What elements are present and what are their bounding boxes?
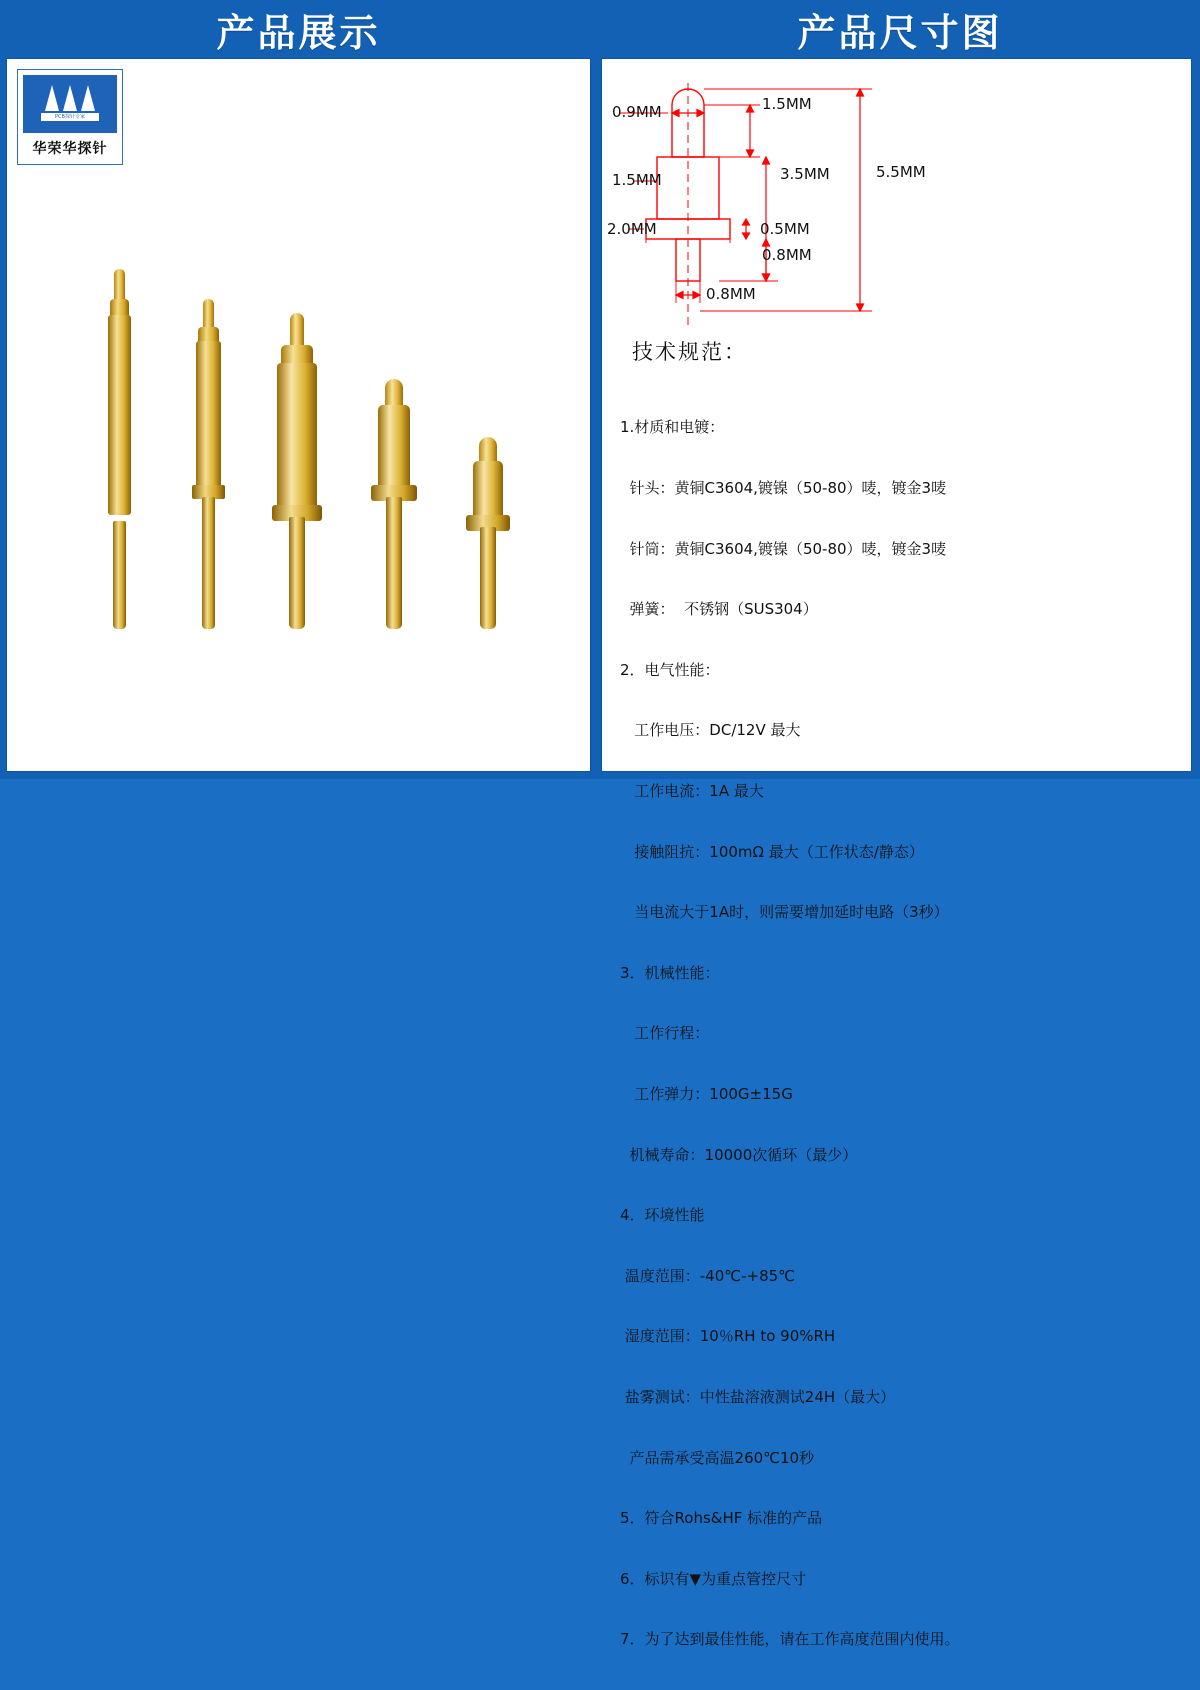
dim-tip-diameter: 0.9MM — [612, 103, 662, 121]
spec-line: 工作电流：1A 最大 — [620, 781, 764, 800]
dimension-spec-panel — [601, 58, 1192, 1649]
spec-title: 技术规范： — [632, 340, 747, 364]
logo-mark-icon — [23, 75, 117, 133]
right-section-title: 产品尺寸图 — [797, 10, 1003, 55]
dim-tip-length: 1.5MM — [762, 95, 812, 113]
spec-line: 湿度范围：10％RH to 90%RH — [620, 1327, 836, 1346]
pogo-pin-2 — [185, 299, 231, 629]
spec-line: 工作电压：DC/12V 最大 — [620, 721, 801, 740]
spec-line: 工作弹力：100G±15G — [620, 1084, 793, 1103]
spec-line: 针筒：黄铜C3604,镀镍（50-80）唛，镀金3唛 — [620, 539, 947, 558]
dim-flange-diameter: 2.0MM — [607, 220, 657, 238]
dimension-drawing-svg — [610, 65, 1185, 345]
pogo-pin-1 — [97, 269, 141, 629]
pogo-pin-5 — [459, 437, 517, 629]
spec-line: 弹簧： 不锈钢（SUS304） — [620, 600, 818, 619]
spec-line: 产品需承受高温260℃10秒 — [620, 1448, 815, 1467]
product-photo-panel — [6, 58, 591, 772]
logo-brand-text: 华荣华探针 — [32, 141, 108, 157]
spec-line: 5．符合Rohs&HF 标准的产品 — [620, 1509, 823, 1528]
dim-upper-length: 3.5MM — [780, 165, 830, 183]
spec-line: 接触阻抗：100mΩ 最大（工作状态/静态） — [620, 842, 924, 861]
dimension-drawing — [607, 65, 1185, 345]
logo-mark-text: PCB探针专家 — [55, 114, 85, 120]
dim-tail-diameter: 0.8MM — [706, 285, 756, 303]
spec-list — [620, 377, 1180, 1690]
dim-overall-length: 5.5MM — [876, 163, 926, 181]
spec-line: 1.材质和电镀： — [620, 418, 725, 437]
spec-line: 2．电气性能： — [620, 660, 720, 679]
dim-tail-length: 0.8MM — [762, 246, 812, 264]
dim-flange-thickness: 0.5MM — [760, 220, 810, 238]
dim-barrel-diameter: 1.5MM — [612, 171, 662, 189]
spec-line: 7．为了达到最佳性能，请在工作高度范围内使用。 — [620, 1630, 960, 1649]
spec-line: 工作行程： — [620, 1024, 710, 1043]
pogo-pin-photo-group — [67, 209, 567, 629]
spec-line: 针头：黄铜C3604,镀镍（50-80）唛，镀金3唛 — [620, 479, 947, 497]
spec-line: 4．环境性能 — [620, 1206, 705, 1225]
spec-line: 温度范围：-40℃-+85℃ — [620, 1266, 796, 1285]
company-logo — [17, 69, 123, 165]
pogo-pin-4 — [363, 379, 425, 629]
spec-line: 盐雾测试：中性盐溶液测试24H（最大） — [620, 1387, 896, 1406]
spec-line: 6．标识有▼为重点管控尺寸 — [620, 1569, 807, 1588]
pogo-pin-3 — [265, 313, 329, 629]
spec-line: 机械寿命：10000次循环（最少） — [620, 1145, 858, 1164]
spec-line: 当电流大于1A时，则需要增加延时电路（3秒） — [620, 903, 949, 922]
spec-line: 3．机械性能： — [620, 963, 720, 982]
left-section-title: 产品展示 — [216, 10, 381, 55]
